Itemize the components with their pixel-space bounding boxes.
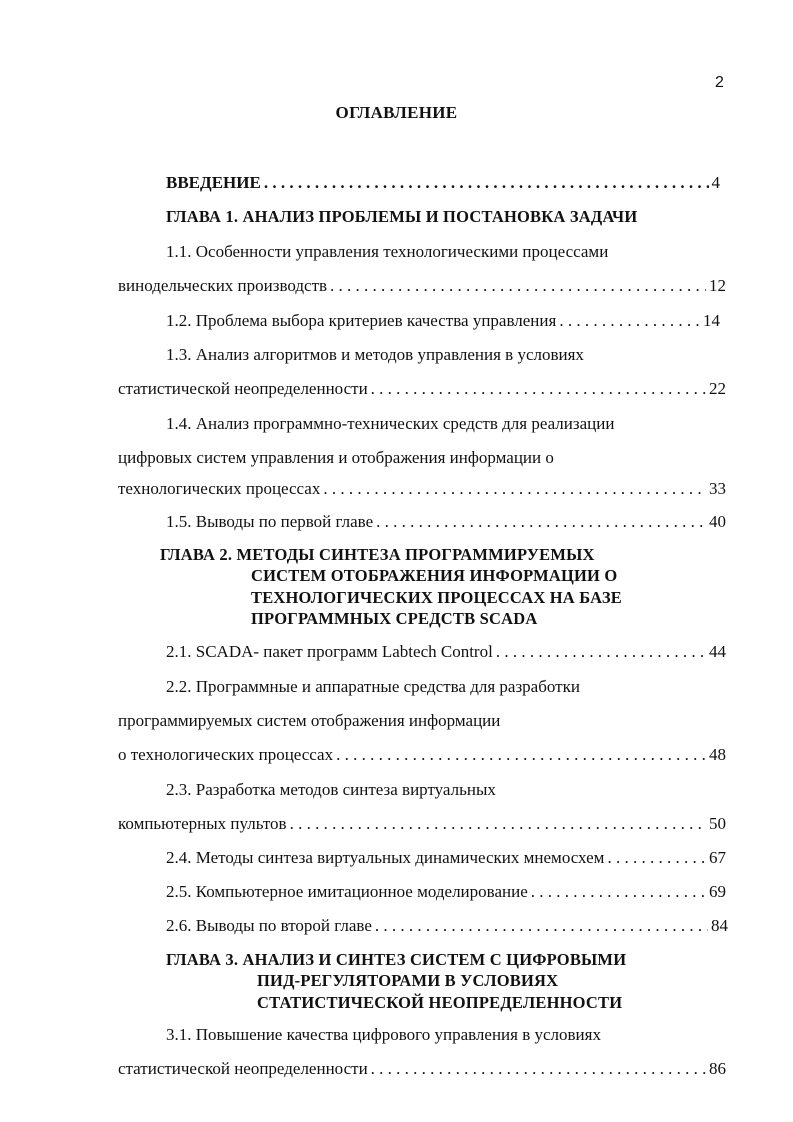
toc-entry-2-5[interactable] [166,882,726,902]
toc-entry-text: ВВЕДЕНИЕ [166,173,261,192]
toc-chapter-1[interactable]: ГЛАВА 1. АНАЛИЗ ПРОБЛЕМЫ И ПОСТАНОВКА ЗАДАЧИ [166,207,638,226]
toc-entry-1-4-line1[interactable]: 1.4. Анализ программно-технических средств для реализации [166,414,615,433]
toc-entry-1-1-line1[interactable]: 1.1. Особенности управления технологическими процессами [166,242,609,261]
toc-entry-1-4[interactable] [118,479,726,499]
toc-entry-text: статистической неопределенности [118,1059,368,1078]
toc-leader-dots [336,745,706,765]
toc-leader-dots [371,379,706,399]
toc-entry-2-6[interactable] [166,916,728,936]
toc-entry-2-4[interactable] [166,848,726,868]
toc-leader-dots [559,311,700,331]
toc-entry-2-3[interactable] [118,814,726,834]
toc-leader-dots [323,479,706,499]
toc-entry-text: 2.1. SCADA- пакет программ Labtech Control [166,642,493,661]
toc-entry-intro[interactable] [166,173,720,193]
toc-leader-dots [531,882,706,902]
toc-leader-dots [376,512,706,532]
toc-leader-dots [330,276,706,296]
toc-entry-2-2[interactable] [118,745,726,765]
toc-entry-2-2-line2[interactable]: программируемых систем отображения информации [118,711,501,730]
toc-entry-3-1-line1[interactable]: 3.1. Повышение качества цифрового управления в условиях [166,1025,601,1044]
toc-entry-page: 69 [709,882,726,901]
toc-leader-dots [264,173,709,193]
toc-entry-page: 48 [709,745,726,764]
toc-entry-1-3[interactable] [118,379,726,399]
toc-entry-1-1[interactable] [118,276,726,296]
toc-leader-dots [371,1059,706,1079]
toc-chapter-2-line3: ТЕХНОЛОГИЧЕСКИХ ПРОЦЕССАХ НА БАЗЕ [251,588,622,607]
toc-entry-page: 33 [709,479,726,498]
toc-entry-page: 22 [709,379,726,398]
page-number: 2 [715,74,724,91]
toc-entry-page: 44 [709,642,726,661]
toc-entry-text: о технологических процессах [118,745,334,764]
toc-entry-text: винодельческих производств [118,276,328,295]
toc-entry-text: 1.5. Выводы по первой главе [166,512,374,531]
toc-entry-page: 14 [703,311,720,330]
toc-entry-page: 12 [709,276,726,295]
toc-entry-text: технологических процессах [118,479,321,498]
toc-entry-1-2[interactable] [166,311,720,331]
toc-entry-2-2-line1[interactable]: 2.2. Программные и аппаратные средства для разработки [166,677,580,696]
toc-entry-text: 2.4. Методы синтеза виртуальных динамических мнемосхем [166,848,605,867]
toc-entry-page: 40 [709,512,726,531]
toc-entry-page: 67 [709,848,726,867]
toc-leader-dots [496,642,706,662]
toc-entry-1-5[interactable] [166,512,726,532]
toc-entry-2-3-line1[interactable]: 2.3. Разработка методов синтеза виртуальных [166,780,496,799]
toc-leader-dots [607,848,706,868]
toc-entry-page: 84 [711,916,728,935]
toc-entry-page: 50 [709,814,726,833]
toc-entry-text: 2.6. Выводы по второй главе [166,916,372,935]
toc-chapter-3[interactable]: ГЛАВА 3. АНАЛИЗ И СИНТЕЗ СИСТЕМ С ЦИФРОВЫМИ [166,950,627,969]
toc-entry-1-4-line2[interactable]: цифровых систем управления и отображения информации о [118,448,554,467]
toc-chapter-3-line2: ПИД-РЕГУЛЯТОРАМИ В УСЛОВИЯХ [257,971,559,990]
toc-entry-text: компьютерных пультов [118,814,287,833]
toc-chapter-3-line3: СТАТИСТИЧЕСКОЙ НЕОПРЕДЕЛЕННОСТИ [257,993,623,1012]
toc-entry-text: статистической неопределенности [118,379,368,398]
toc-chapter-2[interactable]: ГЛАВА 2. МЕТОДЫ СИНТЕЗА ПРОГРАММИРУЕМЫХ [160,545,595,564]
toc-chapter-2-line4: ПРОГРАММНЫХ СРЕДСТВ SCADA [251,609,538,628]
toc-chapter-2-line2: СИСТЕМ ОТОБРАЖЕНИЯ ИНФОРМАЦИИ О [251,566,618,585]
toc-entry-text: 1.2. Проблема выбора критериев качества управления [166,311,557,330]
toc-entry-1-3-line1[interactable]: 1.3. Анализ алгоритмов и методов управления в условиях [166,345,584,364]
toc-entry-page: 86 [709,1059,726,1078]
page-title: ОГЛАВЛЕНИЕ [335,103,458,122]
toc-leader-dots [375,916,708,936]
toc-leader-dots [290,814,706,834]
toc-entry-3-1[interactable] [118,1059,726,1079]
toc-entry-text: 2.5. Компьютерное имитационное моделирование [166,882,528,901]
toc-entry-page: 4 [711,173,720,192]
toc-entry-2-1[interactable] [166,642,726,662]
